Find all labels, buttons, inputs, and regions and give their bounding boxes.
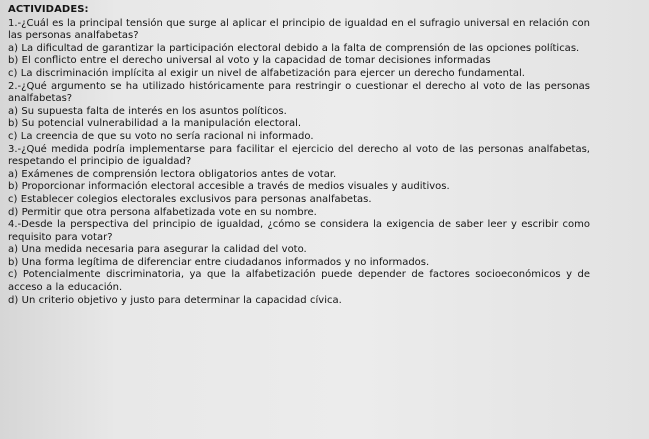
question-3-option-a: a) Exámenes de comprensión lectora obligatorios antes de votar. — [8, 168, 337, 180]
question-1-option-c: c) La discriminación implícita al exigir un nivel de alfabetización para ejercer un derecho fundamental. — [8, 67, 525, 79]
question-3-option-b: b) Proporcionar información electoral accesible a través de medios visuales y auditivos. — [8, 181, 450, 193]
question-4-option-a: a) Una medida necesaria para asegurar la calidad del voto. — [8, 244, 307, 256]
question-3: 3.-¿Qué medida podría implementarse para facilitar el ejercicio del derecho al voto de las personas analfabetas, respetando el principio de igualdad? — [8, 143, 590, 168]
question-2-option-c: c) La creencia de que su voto no sería racional ni informado. — [8, 130, 314, 142]
question-4-option-b: b) Una forma legítima de diferenciar entre ciudadanos informados y no informados. — [8, 256, 430, 268]
question-1: 1.-¿Cuál es la principal tensión que surge al aplicar el principio de igualdad en el sufragio universal en relación con las personas analfabetas? — [8, 17, 590, 42]
activities-document — [8, 4, 590, 307]
question-2: 2.-¿Qué argumento se ha utilizado históricamente para restringir o cuestionar el derecho al voto de las personas analfabetas? — [8, 80, 590, 105]
activities-heading: ACTIVIDADES: — [8, 4, 89, 15]
question-4-option-d: d) Un criterio objetivo y justo para determinar la capacidad cívica. — [8, 294, 342, 306]
question-1-option-a: a) La dificultad de garantizar la participación electoral debido a la falta de comprensión de las opciones políticas. — [8, 42, 580, 54]
question-3-option-d: d) Permitir que otra persona alfabetizada vote en su nombre. — [8, 206, 317, 218]
question-3-option-c: c) Establecer colegios electorales exclusivos para personas analfabetas. — [8, 193, 372, 205]
question-2-option-b: b) Su potencial vulnerabilidad a la manipulación electoral. — [8, 118, 302, 130]
question-2-option-a: a) Su supuesta falta de interés en los asuntos políticos. — [8, 105, 287, 117]
question-block-3 — [8, 144, 590, 220]
question-block-2 — [8, 81, 590, 144]
question-4-option-c: c) Potencialmente discriminatoria, ya que la alfabetización puede depender de factores socioeconómicos y de acceso a la educación. — [8, 269, 590, 294]
question-block-1 — [8, 18, 590, 81]
question-block-4 — [8, 219, 590, 307]
question-1-option-b: b) El conflicto entre el derecho universal al voto y la capacidad de tomar decisiones informadas — [8, 55, 491, 67]
question-4: 4.-Desde la perspectiva del principio de igualdad, ¿cómo se considera la exigencia de saber leer y escribir como requisito para votar? — [8, 219, 590, 243]
